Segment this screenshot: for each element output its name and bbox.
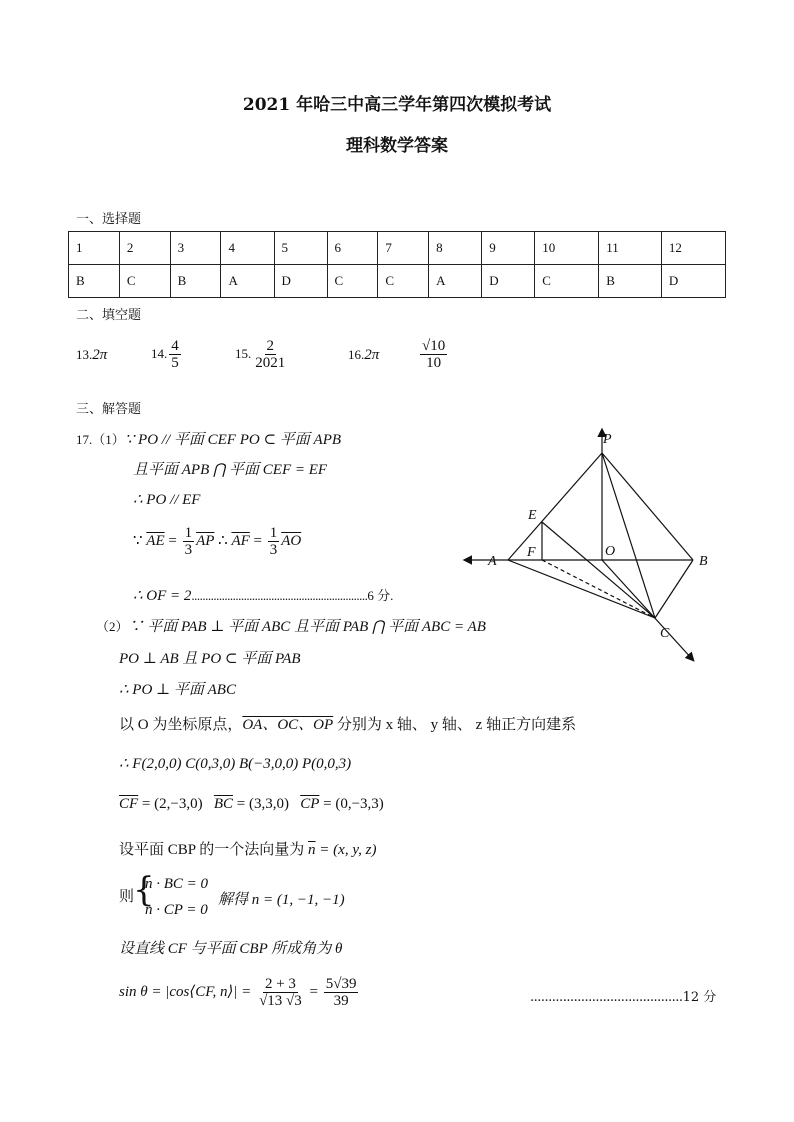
q17-part2-line9: 设直线 CF 与平面 CBP 所成角为 θ [119,941,343,957]
table-cell: C [378,265,429,298]
pyramid-diagram [455,425,715,665]
edge-PC [602,453,655,618]
edge-PB [602,453,693,560]
table-cell: 1 [69,232,120,265]
q17-part2-line6: $\overline{CF} = (2,-3,0)$ $\overline{BC} = (3,3,0)$ $\overline{CP} = (0,-3,3)$ [119,796,384,812]
table-cell: D [274,265,327,298]
table-cell: C [327,265,378,298]
q17-part2-line4: 以 O 为坐标原点，OA、OC、OP 分别为 x 轴、 y 轴、 z 轴正方向建系 [119,717,577,733]
q17-part2-line10: sin θ = |cos⟨CF, n⟩| = $\frac{2 + 3}{√13 √3}$ = $\frac{5√39}{39}$ [119,976,357,1009]
q17-part2-line3: ∴ PO ⊥ 平面 ABC [119,682,236,698]
label-B: B [699,554,708,569]
table-cell: 2 [119,232,170,265]
answer-14: 14. $\frac{4}{5}$ [151,338,179,371]
table-cell: C [535,265,599,298]
page-title: 2021 年哈三中高三学年第四次模拟考试 [242,95,552,115]
system-row2: n · CP = 0 [145,902,208,918]
table-cell: 10 [535,232,599,265]
answer-table [68,231,726,298]
table-cell: B [69,265,120,298]
q17-line3: ∴ PO // EF [133,492,201,508]
q17-score-12: ..........................................12 分 [530,990,717,1005]
q17-line4: ∵ $\overline{AE}$ = $\frac{1}{3}$ $\overline{AP}$ ∴ $\overline{AF}$ = $\frac{1}{3}$ $\overline{AO}$ [133,525,302,558]
table-cell: B [599,265,662,298]
segment-FC [542,560,655,618]
edge-PA [508,453,602,560]
q17-part2-then: 则 [119,889,135,905]
label-C: C [660,626,670,641]
q17-line1: 17.（1）∵ PO // 平面 CEF PO ⊂ 平面 APB [76,432,342,448]
table-cell: 12 [661,232,725,265]
label-F: F [527,545,536,560]
section-choice-heading: 一、选择题 [76,212,142,227]
section-fill-heading: 二、填空题 [76,308,142,323]
answer-13: 13.2π [76,347,108,363]
label-P: P [603,432,612,447]
table-cell: 6 [327,232,378,265]
table-cell: 5 [274,232,327,265]
table-cell: C [119,265,170,298]
answer-16-fraction: $\frac{√10}{10}$ [422,338,446,371]
label-E: E [528,508,537,523]
edge-BC [655,560,693,618]
table-row-numbers [69,232,726,265]
table-cell: A [429,265,482,298]
brace-symbol: { [133,870,155,910]
table-row-answers [69,265,726,298]
system-solution: 解得 n = (1, −1, −1) [218,892,345,908]
label-O: O [605,544,616,559]
table-cell: 8 [429,232,482,265]
table-cell: D [482,265,535,298]
label-A: A [488,554,497,569]
table-cell: D [661,265,725,298]
q17-part2-line1: （2）∵ 平面 PAB ⊥ 平面 ABC 且平面 PAB ⋂ 平面 ABC = AB [96,619,486,635]
section-solution-heading: 三、解答题 [76,402,142,417]
system-row1: n · BC = 0 [145,876,209,892]
table-cell: A [221,265,274,298]
q17-part2-line7: 设平面 CBP 的一个法向量为 $\overline{n} = (x$, y, z) [119,842,377,858]
q17-line2: 且平面 APB ⋂ 平面 CEF = EF [133,462,328,478]
table-cell: 7 [378,232,429,265]
table-cell: B [170,265,221,298]
table-cell: 9 [482,232,535,265]
segment-EC [542,522,655,618]
q17-line5: ∴ OF = 2................................................................6 分. [133,588,394,604]
answer-15: 15. $\frac{2}{2021}$ [235,338,286,371]
table-cell: 4 [221,232,274,265]
q17-part2-line2: PO ⊥ AB 且 PO ⊂ 平面 PAB [119,651,301,667]
y-axis [602,560,693,660]
edge-AC [508,560,655,618]
page-subtitle: 理科数学答案 [346,136,448,156]
q17-part2-line5: ∴ F(2,0,0) C(0,3,0) B(−3,0,0) P(0,0,3) [119,756,352,772]
table-cell: 11 [599,232,662,265]
table-cell: 3 [170,232,221,265]
answer-16: 16.2π [348,347,380,363]
